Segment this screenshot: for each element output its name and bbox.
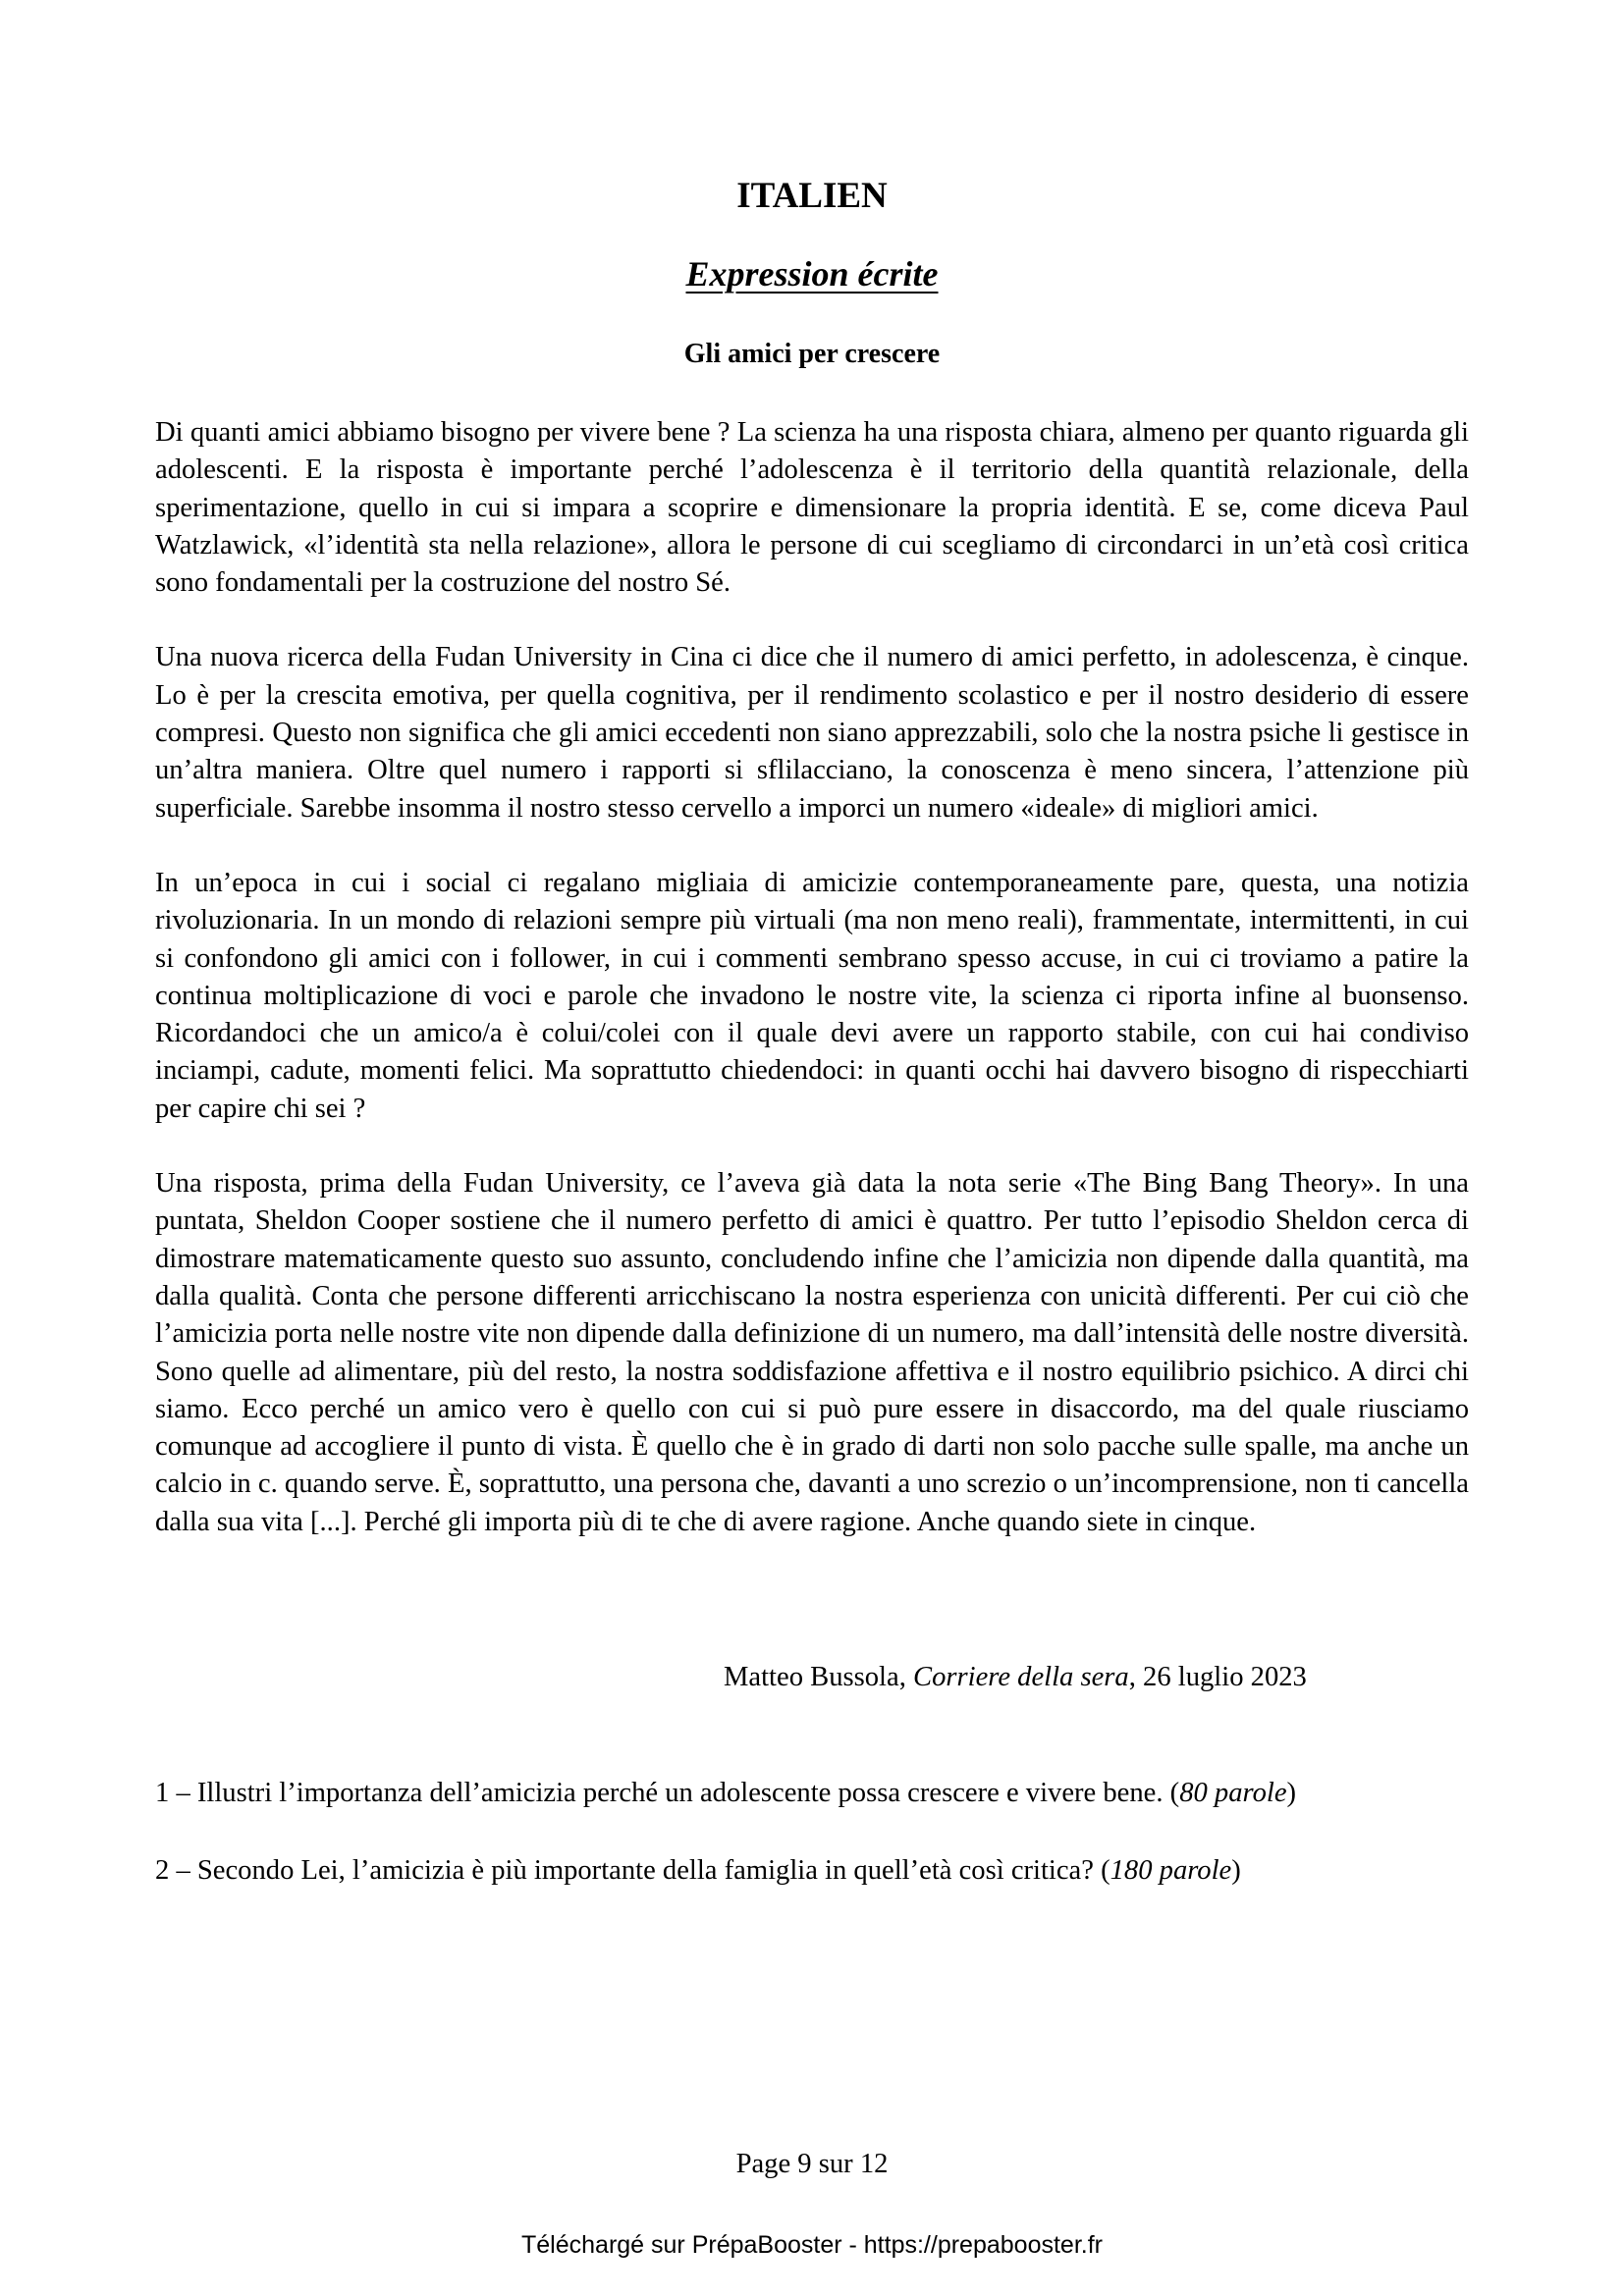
page-number: Page 9 sur 12 [735, 2149, 889, 2179]
citation-source: Corriere della sera [913, 1662, 1129, 1692]
citation-author: Matteo Bussola, [724, 1662, 913, 1692]
question-item [155, 1775, 1530, 1812]
questions-list [155, 1775, 1530, 1930]
question-close: ) [1231, 1855, 1241, 1886]
word-limit: 80 parole [1179, 1778, 1287, 1808]
word-limit: 180 parole [1110, 1855, 1232, 1886]
article-paragraph: In un’epoca in cui i social ci regalano migliaia di amicizie contemporaneamente pare, questa, una notizia rivoluzionaria. In un mondo di relazioni sempre più virtuali (ma non meno reali), frammentate, intermittenti, in cui si confondono gli amici con i follower, in cui i commenti sembrano spesso accuse, in cui ci troviamo a patire la continua moltiplicazione di voci e parole che invadono le nostre vite, la scienza ci riporta infine al buonsenso. Ricordandoci che un amico/a è colui/colei con il quale devi avere un rapporto stabile, con cui hai condiviso inciampi, cadute, momenti felici. Ma soprattutto chiedendoci: in quanti occhi hai davvero bisogno di rispecchiarti per capire chi sei ? [155, 867, 1469, 1124]
question-text: 1 – Illustri l’importanza dell’amicizia perché un adolescente possa crescere e vivere bene. ( [155, 1778, 1180, 1808]
download-note: Téléchargé sur PrépaBooster - https://prepabooster.fr [521, 2231, 1103, 2259]
question-text: 2 – Secondo Lei, l’amicizia è più importante della famiglia in quell’età così critica? ( [155, 1855, 1110, 1886]
article-paragraph: Di quanti amici abbiamo bisogno per vivere bene ? La scienza ha una risposta chiara, almeno per quanto riguarda gli adolescenti. E la risposta è importante perché l’adolescenza è il territorio della quantità relazionale, della sperimentazione, quello in cui si impara a scoprire e dimensionare la propria identità. E se, come diceva Paul Watzlawick, «l’identità sta nella relazione», allora le persone di cui scegliamo di circondarci in un’età così critica sono fondamentali per la costruzione del nostro Sé. [155, 417, 1469, 599]
question-close: ) [1286, 1778, 1297, 1808]
question-item [155, 1852, 1530, 1890]
section-title: Expression écrite [685, 254, 939, 294]
article-body [155, 414, 1469, 1578]
subject-title: ITALIEN [736, 176, 888, 216]
article-citation [724, 1662, 1307, 1693]
citation-date: , 26 luglio 2023 [1128, 1662, 1307, 1692]
article-paragraph: Una nuova ricerca della Fudan University in Cina ci dice che il numero di amici perfetto, in adolescenza, è cinque. Lo è per la crescita emotiva, per quella cognitiva, per il rendimento scolastico e per il nostro desiderio di essere compresi. Questo non significa che gli amici eccedenti non siano apprezzabili, solo che la nostra psiche li gestisce in un’altra maniera. Oltre quel numero i rapporti si sflilacciano, la conoscenza è meno sincera, l’attenzione più superficiale. Sarebbe insomma il nostro stesso cervello a imporci un numero «ideale» di migliori amici. [155, 642, 1469, 824]
article-title: Gli amici per crescere [683, 339, 941, 369]
article-paragraph: Una risposta, prima della Fudan University, ce l’aveva già data la nota serie «The Bing Bang Theory». In una puntata, Sheldon Cooper sostiene che il numero perfetto di amici è quattro. Per tutto l’episodio Sheldon cerca di dimostrare matematicamente questo suo assunto, concludendo infine che l’amicizia non dipende dalla quantità, ma dalla qualità. Conta che persone differenti arricchiscano la nostra esperienza con unicità differenti. Per cui ciò che l’amicizia porta nelle nostre vite non dipende dalla definizione di un numero, ma dall’intensità delle nostre diversità. Sono quelle ad alimentare, più del resto, la nostra soddisfazione affettiva e il nostro equilibrio psichico. A dirci chi siamo. Ecco perché un amico vero è quello con cui si può pure essere in disaccordo, ma del quale riusciamo comunque ad accogliere il punto di vista. È quello che è in grado di darti non solo pacche sulle spalle, ma anche un calcio in c. quando serve. È, soprattutto, una persona che, davanti a uno screzio o un’incomprensione, non ti cancella dalla sua vita [...]. Perché gli importa più di te che di avere ragione. Anche quando siete in cinque. [155, 1168, 1469, 1537]
